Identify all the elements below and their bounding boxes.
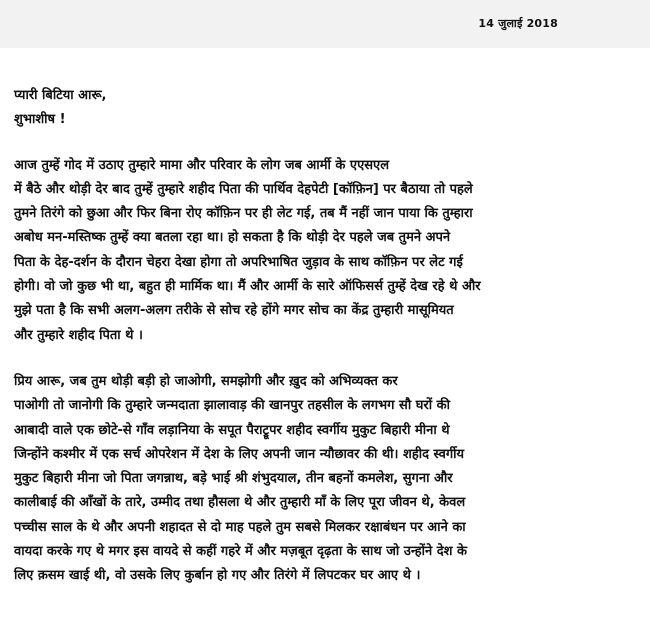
paragraph-1: आज तुम्हें गोद में उठाए तुम्हारे मामा और परिवार के लोग जब आर्मी के एएसएल में बैठे और थोड़ी देर बाद तुम्हें तुम्हारे शहीद पिता की पार्थिव देहपेटी [कॉफ़िन] पर बैठाया तो पहले तुमने तिरंगे को छुआ और फिर बिना रोए कॉफ़िन पर ही लेट गई, तब मैं नहीं जान पाया कि तुम्हारा अबोध मन-मस्तिष्क तुम्हें क्या बतला रहा था। हो सकता है कि थोड़ी देर पहले जब तुमने अपने पिता के देह-दर्शन के दौरान चेहरा देखा होगा तो अपरिभाषित जुड़ाव के साथ कॉफ़िन पर लेट गई होगी। वो जो कुछ भी था, बहुत ही मार्मिक था। मैं और आर्मी के सारे ऑफिसर्स तुम्हें देख रहे थे और मुझे पता है कि सभी अलग-अलग तरीके से सोच रहे होंगे मगर सोच का केंद्र तुम्हारी मासूमियत और तुम्हारे शहीद पिता थे । bbox=[14, 157, 481, 343]
letter-body bbox=[14, 84, 638, 589]
letter-date: 14 जुलाई 2018 bbox=[478, 17, 558, 30]
salutation: प्यारी बिटिया आरू, bbox=[14, 88, 107, 103]
paragraph-2: प्रिय आरू, जब तुम थोड़ी बड़ी हो जाओगी, समझोगी और ख़ुद को अभिव्यक्त कर पाओगी तो जानोगी कि तुम्हारे जन्मदाता झालावाड़ की खानपुर तहसील के लगभग सौ घरों की आबादी वाले एक छोटे-से गाँव लड़ानिया के सपूत पैराट्रूपर शहीद स्वर्गीय मुकुट बिहारी मीना थे जिन्होंने कश्मीर में एक सर्च ओपरेशन में देश के लिए अपनी जान न्यौछावर की थी। शहीद स्वर्गीय मुकुट बिहारी मीना जो पिता जगन्नाथ, बड़े भाई श्री शंभुदयाल, तीन बहनों कमलेश, सुगना और कालीबाई की आँखों के तारे, उम्मीद तथा हौसला थे और तुम्हारी माँ के लिए पूरा जीवन थे, केवल पच्चीस साल के थे और अपनी शहादत से दो माह पहले तुम सबसे मिलकर रक्षाबंधन पर आने का वायदा करके गए थे मगर इस वायदे से कहीं गहरे में और मज़बूत दृढ़ता के साथ जो उन्होंने देश के लिए क़सम खाई थी, वो उसके लिए कुर्बान हो गए और तिरंगे में लिपटकर घर आए थे । bbox=[14, 373, 468, 584]
header-band bbox=[0, 0, 650, 48]
blessing: शुभाशीष ! bbox=[14, 112, 66, 128]
